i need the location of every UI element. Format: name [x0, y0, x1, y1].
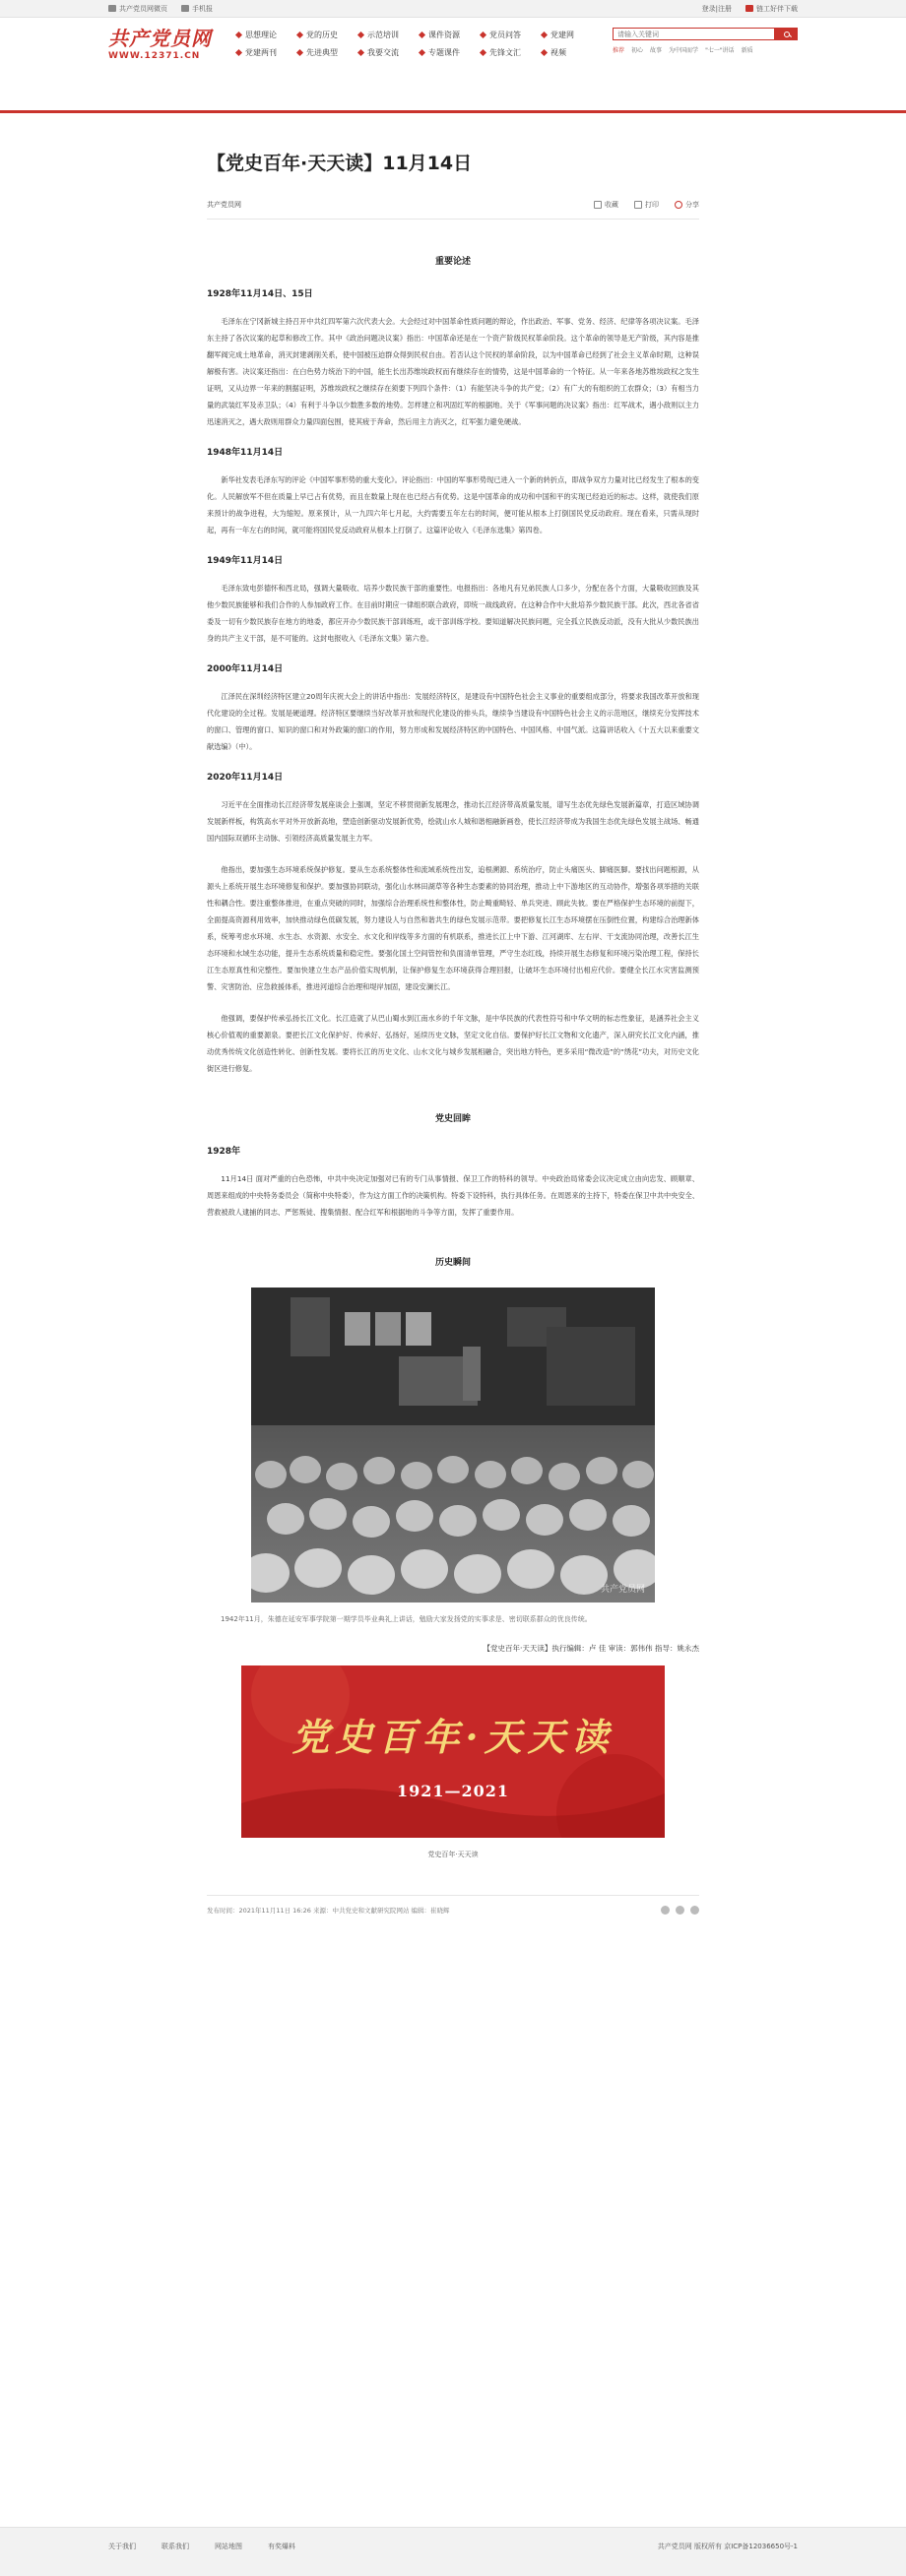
nav-item-label: 先锋文汇	[489, 48, 521, 57]
top-utility-bar	[0, 0, 906, 18]
entry-paragraph: 江泽民在深圳经济特区建立20周年庆祝大会上的讲话中指出：发展经济特区，是建设有中国特色社会主义事业的重要组成部分，将要求我国改革开放和现代化建设的全过程。发展是硬道理。经济特区要继续当好改革开放和现代化建设的排头兵，继续争当建设有中国特色社会主义的示范地区，继续充分发挥技术的窗口、管理的窗口、知识的窗口和对外政策的窗口的作用，努力形成和发展经济特区的中国特色、中国风格、中国气派。这篇讲话收入《十五大以来重要文献选编》（中）。	[207, 692, 699, 751]
entry	[207, 553, 699, 647]
entry-date: 2000年11月14日	[207, 664, 284, 674]
publish-info: 发布时间：2021年11月11日 16:26 来源：中共党史和文献研究院网站 编辑：崔晓辉	[207, 1907, 450, 1915]
nav-item-label: 党建两刊	[245, 48, 277, 57]
nav-bullet-icon	[419, 49, 425, 56]
site-footer	[0, 2527, 906, 2576]
nav-item-label: 党员问答	[489, 31, 521, 39]
nav-item[interactable]	[358, 30, 420, 40]
logo-url: WWW.12371.CN	[108, 51, 201, 61]
nav-bullet-icon	[357, 31, 364, 38]
site-logo[interactable]	[108, 28, 226, 69]
nav-item[interactable]	[236, 47, 297, 58]
article-title: 【党史百年·天天读】11月14日	[207, 153, 473, 174]
nav-bullet-icon	[541, 31, 548, 38]
mobile-news-link[interactable]: 手机报	[181, 4, 213, 14]
hot-keyword[interactable]: 为中国而学	[669, 47, 699, 54]
search-button[interactable]	[775, 28, 798, 40]
entry-paragraph: 毛泽东在宁冈新城主持召开中共红四军第六次代表大会。大会经过对中国革命性质问题的辩论，作出政治、军事、党务、经济、纪律等各项决议案。毛泽东主持了各次议案的起草和修改工作。其中《政治问题决议案》指出：中国革命还是在一个资产阶级民权革命阶段。这个革命的领导是无产阶级，其内容是推翻军阀完成土地革命，消灭封建剥削关系，使中国被压迫群众得到民权自由。若否认这个民权的革命阶段，以为中国革命已经到了社会主义革命时期，这种误解极有害。决议案还指出：在白色势力统治下的中国，能生长出苏维埃政权而有继续存在的情势，这是中国革命的一个特征。从一年来各地苏维埃政权之发生证明，又从边界一年来的割据证明，苏维埃政权之继续存在须要下列四个条件：（1）有能坚决斗争的共产党；（2）有广大的有组织的工农群众；（3）有相当力量的武装红军及赤卫队；（4）有利于斗争以少数胜多数的地势。怎样建立和巩固红军的根据地。关于《军事问题的决议案》指出：红军战术，遇小敌则以主力迅速消灭之，遇大敌则用群众力量四面包围，使其疲于奔命，然后用主力消灭之，红军强力避免硬战。	[207, 317, 699, 426]
app-download-link[interactable]: 链工好伴下载	[745, 4, 798, 14]
printer-icon	[634, 201, 642, 209]
nav-item[interactable]	[542, 30, 603, 40]
publish-meta	[207, 1895, 699, 1915]
wechat-share-icon[interactable]	[676, 1906, 684, 1915]
nav-bullet-icon	[541, 49, 548, 56]
login-link[interactable]: 登录	[701, 5, 716, 13]
photo-illustration	[251, 1288, 655, 1602]
banner-years: 1921—2021	[396, 1782, 510, 1800]
section-heading: 重要论述	[434, 257, 471, 267]
register-link[interactable]: 注册	[718, 5, 732, 13]
series-banner	[241, 1665, 665, 1838]
historical-photo	[251, 1288, 655, 1602]
footer-link-contact[interactable]: 联系我们	[162, 2543, 189, 2550]
nav-item-label: 课件资源	[428, 31, 460, 39]
hot-keyword[interactable]: "七一"讲话	[705, 47, 735, 54]
collect-button[interactable]: 收藏	[594, 200, 618, 210]
nav-item-label: 我要交流	[367, 48, 399, 57]
nav-bullet-icon	[296, 31, 303, 38]
hot-keyword[interactable]: 新质	[741, 47, 753, 54]
section-heading: 党史回眸	[434, 1114, 471, 1124]
separator: |	[715, 5, 718, 13]
recall-date: 1928年	[207, 1147, 241, 1157]
entry	[207, 445, 699, 538]
entry-date: 1949年11月14日	[207, 556, 284, 566]
app-icon	[745, 5, 753, 12]
nav-bullet-icon	[419, 31, 425, 38]
nav-item[interactable]	[481, 47, 542, 58]
nav-item[interactable]	[297, 47, 358, 58]
share-button[interactable]: 分享	[675, 200, 699, 210]
nav-item[interactable]	[358, 47, 420, 58]
nav-item-label: 示范培训	[367, 31, 399, 39]
search-input[interactable]	[613, 28, 775, 40]
nav-item-label: 视频	[550, 48, 566, 57]
banner-caption: 党史百年·天天读	[427, 1851, 479, 1858]
search-icon	[784, 31, 790, 37]
nav-bullet-icon	[480, 31, 486, 38]
copyright: 共产党员网 版权所有 京ICP备12036650号-1	[657, 2543, 798, 2550]
site-header	[108, 18, 798, 79]
share-icons	[661, 1906, 699, 1915]
article-tools	[594, 200, 699, 210]
nav-item-label: 思想理论	[245, 31, 277, 39]
editors-credit: 【党史百年·天天读】执行编辑：卢 佳 审读：郭伟伟 指导：姚永杰	[483, 1644, 699, 1653]
nav-bullet-icon	[296, 49, 303, 56]
footer-link-about[interactable]: 关于我们	[108, 2543, 136, 2550]
nav-item-label: 党的历史	[306, 31, 338, 39]
wechat-icon	[108, 5, 116, 12]
article-source: 共产党员网	[207, 201, 241, 209]
hot-keywords	[613, 45, 798, 54]
nav-bullet-icon	[235, 31, 242, 38]
hot-label: 推荐	[613, 47, 625, 54]
entry-date: 1928年11月14日、15日	[207, 289, 313, 299]
hot-keyword[interactable]: 故事	[650, 47, 663, 54]
search-box	[613, 28, 798, 54]
nav-bullet-icon	[235, 49, 242, 56]
weixin-link[interactable]: 共产党员网微页	[108, 4, 167, 14]
bookmark-icon	[594, 201, 602, 209]
logo-text: 共产党员网	[108, 27, 212, 50]
nav-item[interactable]	[420, 30, 481, 40]
recall-paragraph: 11月14日 面对严重的白色恐怖，中共中央决定加强对已有的专门从事情报、保卫工作的特科的领导。中央政治局常委会议决定成立由向忠发、顾顺章、周恩来组成的中央特务委员会（简称中央特委），作为这方面工作的决策机构。特委下设特科，执行具体任务。在周恩来的主持下，特委在保卫中共中央安全、营救被敌人逮捕的同志、严惩叛徒、搜集情报、配合红军和根据地的斗争等方面，发挥了重要作用。	[207, 1174, 699, 1217]
entry-paragraph: 毛泽东致电彭德怀和西北局，强调大量吸收、培养少数民族干部的重要性。电报指出：各地凡有兄弟民族人口多少，分配在各个方面，大量吸收回族及其他少数民族能够和我们合作的人参加政府工作。在目前时期应一律组织联合政府，即统一战线政府。在这种合作中大批培养少数民族干部。此次，西北各省省委及一切有少数民族存在地方的地委，都应开办少数民族干部训练班，或干部训练学校。要知道解决民族问题，完全孤立民族反动派，没有大批从少数民族出身的共产主义干部，是不可能的。这封电报收入《毛泽东文集》第六卷。	[207, 584, 699, 643]
share-icon	[675, 201, 682, 209]
nav-item[interactable]	[236, 30, 297, 40]
photo-caption: 1942年11月，朱德在延安军事学院第一期学员毕业典礼上讲话，勉励大家发扬党的实事求是、密切联系群众的优良传统。	[221, 1615, 592, 1623]
hot-keyword[interactable]: 初心	[631, 47, 644, 54]
entry	[207, 661, 699, 755]
nav-item[interactable]	[297, 30, 358, 40]
entry-paragraph: 他指出，要加强生态环境系统保护修复。要从生态系统整体性和流域系统性出发，追根溯源、系统治疗，防止头痛医头、脚痛医脚。要找出问题根源，从源头上系统开展生态环境修复和保护。要加强协同联动，强化山水林田湖草等各种生态要素的协同治理，推动上中下游地区的互动协作，增强各项举措的关联性和耦合性。要注重整体推进，在重点突破的同时，加强综合治理系统性和整体性，防止畸重畸轻、单兵突进、顾此失彼。要在严格保护生态环境的前提下，全面提高资源利用效率，加快推动绿色低碳发展，努力建设人与自然和谐共生的绿色发展示范带。要把修复长江生态环境摆在压倒性位置，构建综合治理新体系，统筹考虑水环境、水生态、水资源、水安全、水文化和岸线等多方面的有机联系，推进长江上中下游、江河湖库、左右岸、干支流协同治理，改善长江生态环境和水域生态功能，提升生态系统质量和稳定性。要强化国土空间管控和负面清单管理，严守生态红线，持续开展生态修复和环境污染治理工程，保持长江生态原真性和完整性。要加快建立生态产品价值实现机制，让保护修复生态环境获得合理回报，让破坏生态环境付出相应代价。要健全长江水灾害监测预警、灾害防治、应急救援体系，推进河道综合治理和堤岸加固，建设安澜长江。	[207, 865, 699, 991]
print-button[interactable]: 打印	[634, 200, 659, 210]
photo-watermark: 共产党员网	[600, 1585, 645, 1595]
nav-item[interactable]	[420, 47, 481, 58]
entry	[207, 286, 699, 430]
footer-link-sitemap[interactable]: 网站地图	[215, 2543, 242, 2550]
nav-item[interactable]	[481, 30, 542, 40]
nav-item-label: 党建网	[550, 31, 574, 39]
entry-paragraph: 他强调，要保护传承弘扬长江文化。长江造就了从巴山蜀水到江南水乡的千年文脉，是中华民族的代表性符号和中华文明的标志性象征，是涵养社会主义核心价值观的重要源泉。要把长江文化保护好、传承好、弘扬好，延续历史文脉，坚定文化自信。要保护好长江文物和文化遗产，深入研究长江文化内涵，推动优秀传统文化创造性转化、创新性发展。要将长江的历史文化、山水文化与城乡发展相融合，突出地方特色，更多采用“微改造”的“绣花”功夫，对历史文化街区进行修复。	[207, 1014, 699, 1073]
entry-paragraph: 新华社发表毛泽东写的评论《中国军事形势的重大变化》。评论指出：中国的军事形势现已进入一个新的转折点，即战争双方力量对比已经发生了根本的变化。人民解放军不但在质量上早已占有优势，而且在数量上现在也已经占有优势。这是中国革命的成功和中国和平的实现已经迫近的标志。这样，就使我们原来预计的战争进程，大为缩短。原来预计，从一九四六年七月起，大约需要五年左右的时间，便可能从根本上打倒国民党反动政府。现在看来，只需从现时起，再有一年左右的时间，就可能将国民党反动政府从根本上打倒了。这篇评论收入《毛泽东选集》第四卷。	[207, 475, 699, 534]
weibo-share-icon[interactable]	[661, 1906, 670, 1915]
main-nav	[236, 30, 603, 58]
entry-date: 1948年11月14日	[207, 448, 284, 458]
section-heading: 历史瞬间	[434, 1258, 471, 1268]
nav-bullet-icon	[480, 49, 486, 56]
article	[207, 113, 699, 1915]
entry	[207, 770, 699, 1077]
banner-title: 党史百年·天天读	[291, 1715, 615, 1759]
nav-item-label: 专题课件	[428, 48, 460, 57]
entry-paragraph: 习近平在全面推动长江经济带发展座谈会上强调，坚定不移贯彻新发展理念，推动长江经济带高质量发展，谱写生态优先绿色发展新篇章，打造区域协调发展新样板，构筑高水平对外开放新高地，塑造创新驱动发展新优势，绘就山水人城和谐相融新画卷，使长江经济带成为我国生态优先绿色发展主战场、畅通国内国际双循环主动脉、引领经济高质量发展主力军。	[207, 800, 699, 843]
entry-date: 2020年11月14日	[207, 773, 284, 783]
nav-item[interactable]	[542, 47, 603, 58]
article-meta	[207, 200, 699, 220]
phone-icon	[181, 5, 189, 12]
footer-link-report[interactable]: 有奖爆料	[268, 2543, 295, 2550]
nav-bullet-icon	[357, 49, 364, 56]
nav-item-label: 先进典型	[306, 48, 338, 57]
qq-share-icon[interactable]	[690, 1906, 699, 1915]
